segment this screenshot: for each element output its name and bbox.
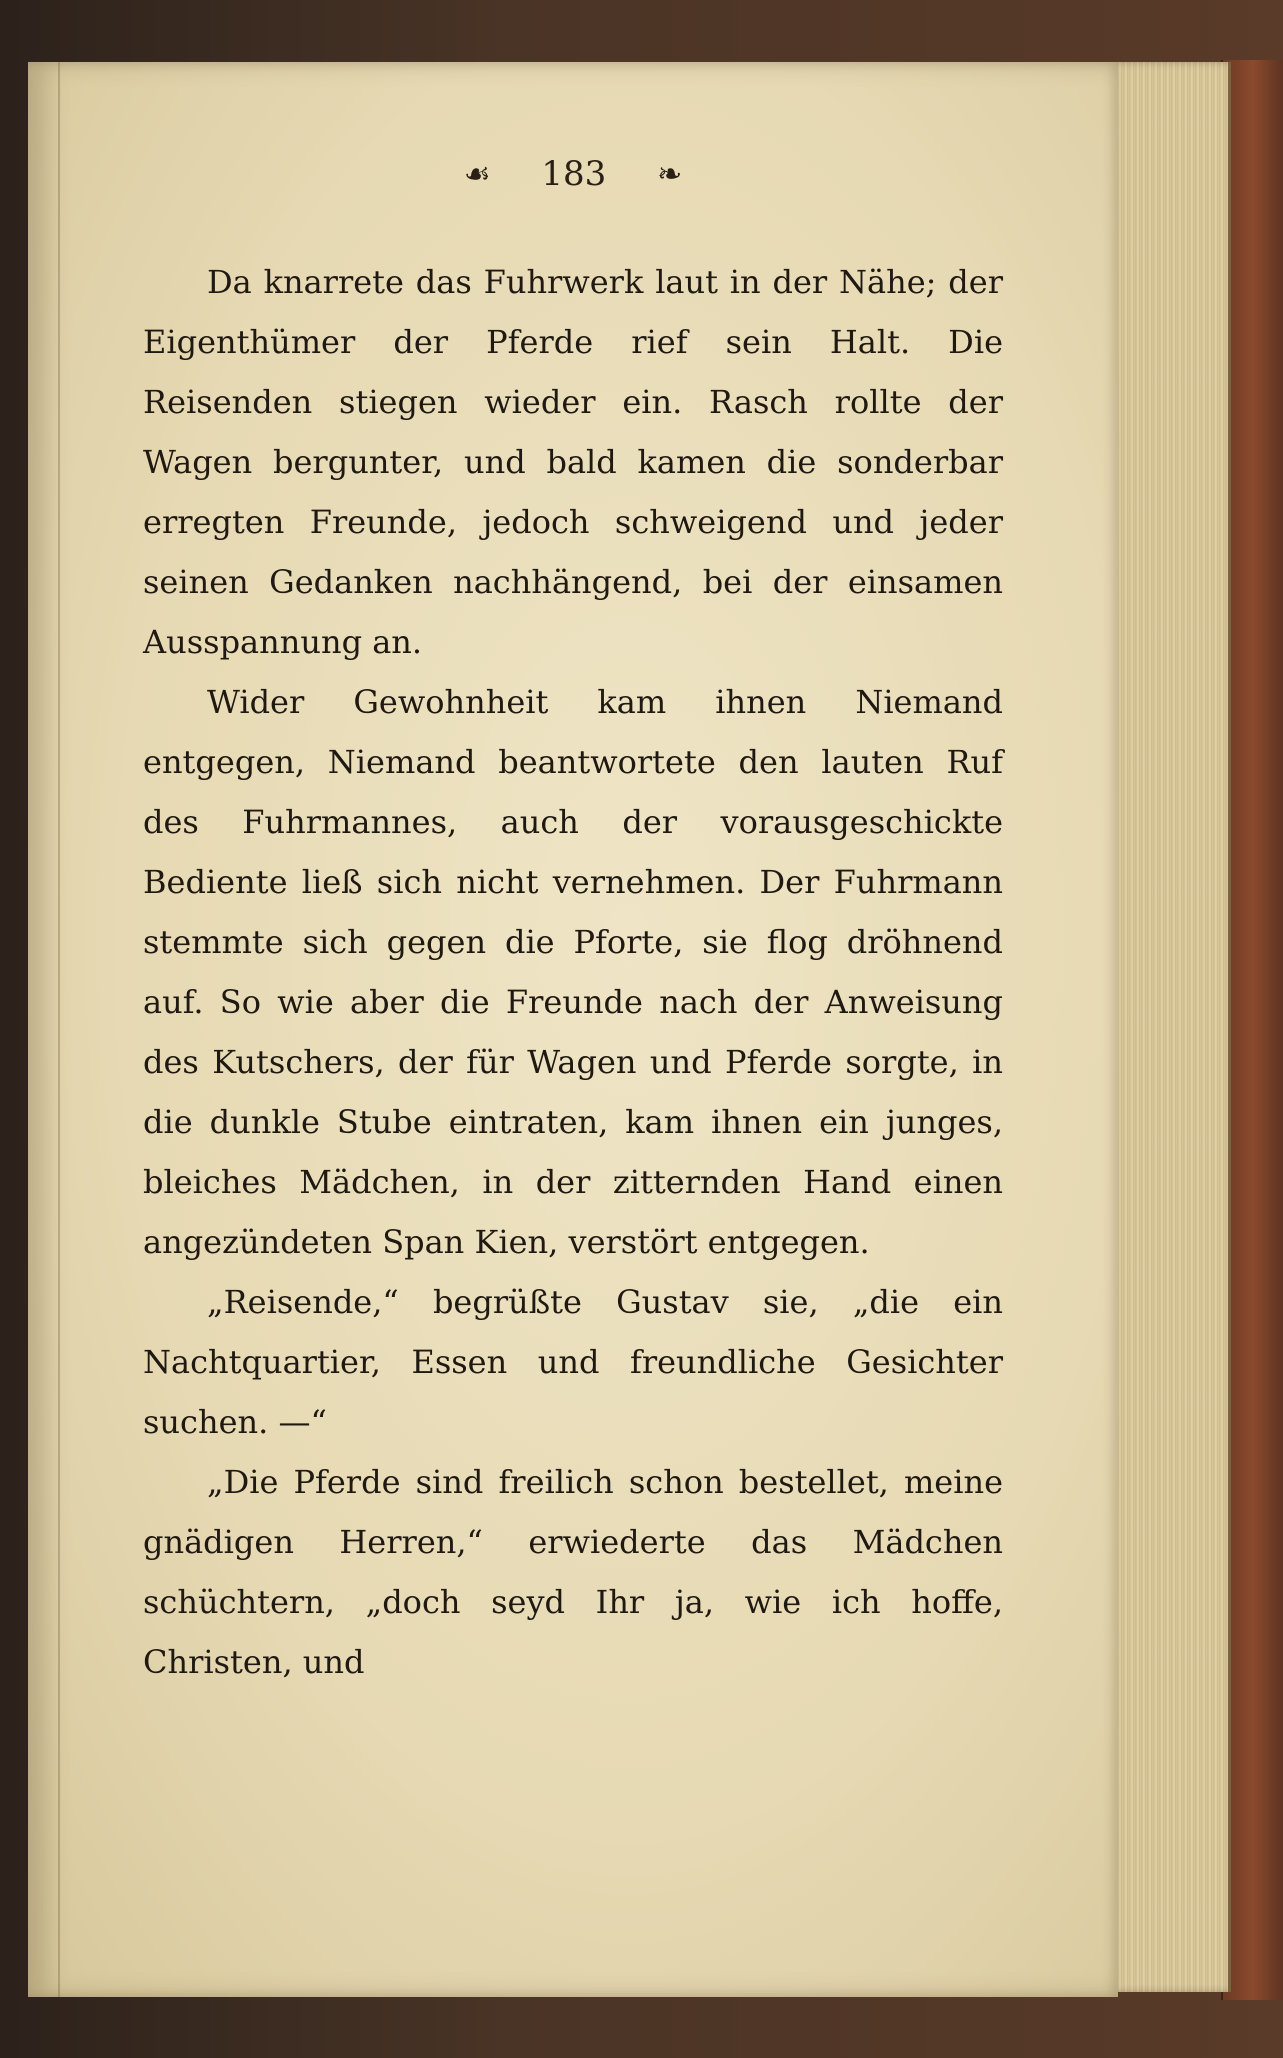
paragraph: „Reisende,“ begrüßte Gustav sie, „die ein Nachtquartier, Essen und freundliche Gesichter suchen. —“ (143, 1283, 1003, 1441)
body-text (143, 252, 1003, 1692)
page-block-edges (1110, 62, 1231, 1992)
ornament-right-icon: ❧ (657, 156, 683, 192)
gutter-line (58, 62, 60, 1997)
page-number: 183 (541, 154, 607, 194)
book-page (28, 62, 1118, 1997)
ornament-left-icon: ☙ (463, 156, 491, 192)
paragraph: Da knarrete das Fuhrwerk laut in der Nähe; der Eigenthümer der Pferde rief sein Halt. Die Reisenden stiegen wieder ein. Rasch rollte der Wagen bergunter, und bald kamen die sonderbar erregten Freunde, jedoch schweigend und jeder seinen Gedanken nachhängend, bei der einsamen Ausspannung an. (143, 263, 1003, 661)
paragraph: „Die Pferde sind freilich schon bestellet, meine gnädigen Herren,“ erwiederte das Mädchen schüchtern, „doch seyd Ihr ja, wie ich hoffe, Christen, und (143, 1463, 1003, 1681)
page-header (28, 152, 1118, 202)
paragraph: Wider Gewohnheit kam ihnen Niemand entgegen, Niemand beantwortete den lauten Ruf des Fuhrmannes, auch der vorausgeschickte Bediente ließ sich nicht vernehmen. Der Fuhrmann stemmte sich gegen die Pforte, sie flog dröhnend auf. So wie aber die Freunde nach der Anweisung des Kutschers, der für Wagen und Pferde sorgte, in die dunkle Stube eintraten, kam ihnen ein junges, bleiches Mädchen, in der zitternden Hand einen angezündeten Span Kien, verstört entgegen. (143, 683, 1003, 1261)
